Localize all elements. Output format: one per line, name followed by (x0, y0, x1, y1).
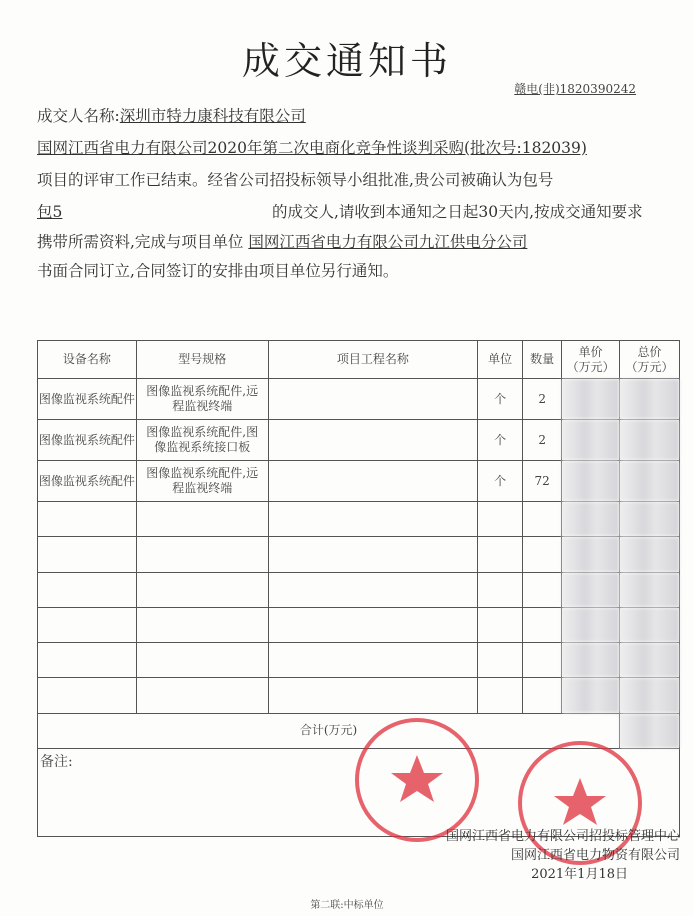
unit-price-redacted (562, 379, 620, 420)
paragraph-line-4: 书面合同订立,合同签订的安排由项目单位另行通知。 (37, 262, 399, 280)
cell-unit: 个 (478, 420, 523, 461)
empty-cell (38, 678, 137, 713)
header-cell: 型号规格 (136, 341, 268, 379)
paragraph-line-2: 的成交人,请收到本通知之日起30天内,按成交通知要求 (272, 203, 643, 221)
empty-cell (38, 502, 137, 537)
winner-label: 成交人名称: (37, 107, 120, 125)
header-cell: 单位 (478, 341, 523, 379)
empty-cell (478, 572, 523, 607)
project-unit: 国网江西省电力有限公司九江供电分公司 (248, 233, 528, 251)
total-price-redacted (620, 420, 680, 461)
empty-cell (268, 678, 478, 713)
empty-cell (620, 502, 680, 537)
empty-cell (523, 678, 562, 713)
empty-cell (620, 537, 680, 572)
total-price-redacted (620, 379, 680, 420)
header-cell: 设备名称 (38, 341, 137, 379)
empty-row (38, 643, 680, 678)
cell-qty: 2 (523, 420, 562, 461)
package-number: 包5 (37, 203, 63, 221)
header-cell: 单价 （万元） (562, 341, 620, 379)
empty-cell (268, 572, 478, 607)
header-cell: 数量 (523, 341, 562, 379)
table-row (38, 420, 680, 461)
empty-cell (620, 572, 680, 607)
signature-org-2: 国网江西省电力物资有限公司 (510, 848, 680, 863)
page-title: 成交通知书 (241, 39, 452, 83)
header-cell: 项目工程名称 (268, 341, 478, 379)
empty-cell (620, 678, 680, 713)
project-name: 国网江西省电力有限公司2020年第二次电商化竞争性谈判采购(批次号:182039) (37, 139, 587, 157)
empty-cell (562, 678, 620, 713)
total-label: 合计(万元) (38, 713, 620, 748)
cell-spec: 图像监视系统配件,图像监视系统接口板 (136, 420, 268, 461)
empty-row (38, 537, 680, 572)
signature-date: 2021年1月18日 (531, 867, 628, 882)
cell-name: 图像监视系统配件 (38, 379, 137, 420)
signature-org-1: 国网江西省电力有限公司招投标管理中心 (445, 829, 680, 844)
empty-cell (523, 607, 562, 642)
cell-qty: 2 (523, 379, 562, 420)
total-price-redacted (620, 461, 680, 502)
empty-cell (562, 607, 620, 642)
paragraph-line-3 (37, 230, 527, 252)
empty-row (38, 572, 680, 607)
table-row (38, 379, 680, 420)
cell-unit: 个 (478, 461, 523, 502)
cell-name: 图像监视系统配件 (38, 461, 137, 502)
empty-cell (562, 643, 620, 678)
empty-cell (268, 537, 478, 572)
empty-cell (478, 537, 523, 572)
empty-cell (38, 643, 137, 678)
empty-cell (136, 537, 268, 572)
empty-cell (523, 643, 562, 678)
empty-cell (136, 607, 268, 642)
empty-cell (38, 607, 137, 642)
empty-cell (523, 537, 562, 572)
table-row (38, 461, 680, 502)
empty-cell (478, 678, 523, 713)
empty-cell (136, 643, 268, 678)
cell-name: 图像监视系统配件 (38, 420, 137, 461)
paragraph-text: 携带所需资料,完成与项目单位 (37, 233, 244, 251)
reference-number: 赣电(非)1820390242 (514, 82, 636, 96)
header-cell: 总价 （万元） (620, 341, 680, 379)
winner-line (37, 104, 306, 126)
empty-cell (562, 572, 620, 607)
empty-cell (523, 572, 562, 607)
winner-name: 深圳市特力康科技有限公司 (119, 107, 306, 125)
empty-cell (268, 643, 478, 678)
remarks-label: 备注: (38, 748, 680, 836)
empty-cell (478, 643, 523, 678)
empty-cell (268, 502, 478, 537)
unit-price-redacted (562, 420, 620, 461)
cell-qty: 72 (523, 461, 562, 502)
cell-project (268, 461, 478, 502)
empty-row (38, 502, 680, 537)
empty-cell (136, 502, 268, 537)
cell-project (268, 379, 478, 420)
empty-cell (620, 607, 680, 642)
table-header-row (38, 341, 680, 379)
paragraph-line-1: 项目的评审工作已结束。经省公司招投标领导小组批准,贵公司被确认为包号 (37, 171, 554, 189)
cell-spec: 图像监视系统配件,远程监视终端 (136, 461, 268, 502)
empty-cell (523, 502, 562, 537)
cell-spec: 图像监视系统配件,远程监视终端 (136, 379, 268, 420)
empty-cell (38, 537, 137, 572)
cell-unit: 个 (478, 379, 523, 420)
empty-cell (620, 643, 680, 678)
empty-row (38, 607, 680, 642)
empty-cell (268, 607, 478, 642)
empty-cell (478, 607, 523, 642)
empty-cell (38, 572, 137, 607)
cell-project (268, 420, 478, 461)
empty-cell (136, 678, 268, 713)
empty-cell (478, 502, 523, 537)
empty-row (38, 678, 680, 713)
empty-cell (562, 537, 620, 572)
unit-price-redacted (562, 461, 620, 502)
empty-cell (136, 572, 268, 607)
footer-note: 第二联:中标单位 (310, 900, 384, 911)
empty-cell (562, 502, 620, 537)
